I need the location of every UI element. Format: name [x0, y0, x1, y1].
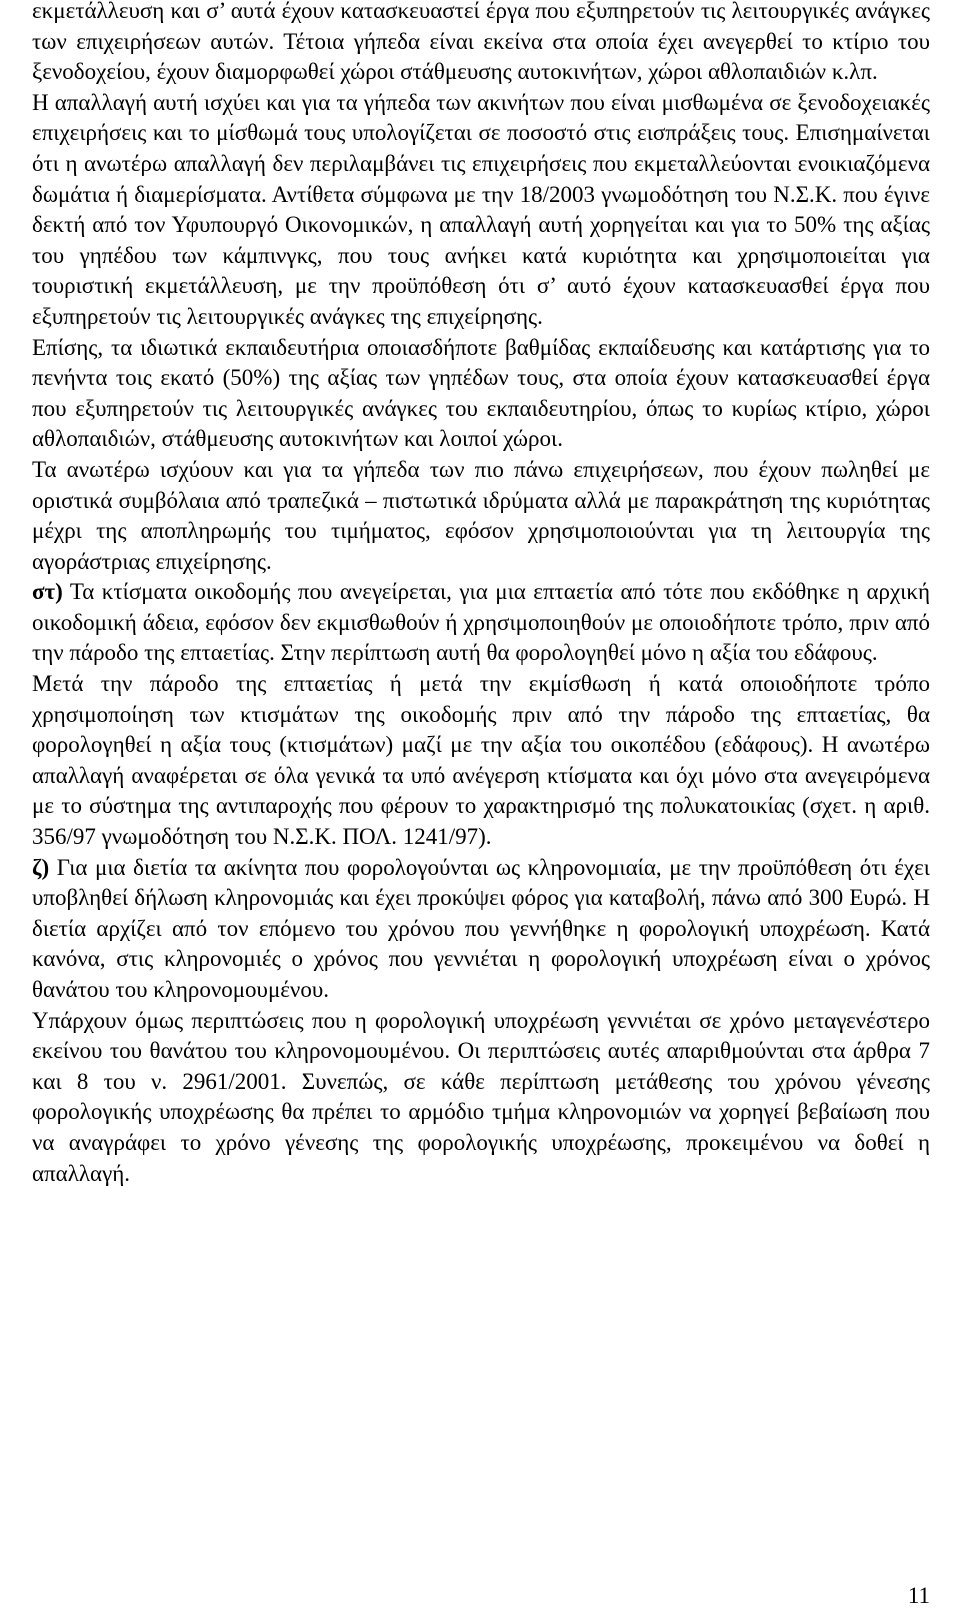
paragraph: [32, 0, 930, 88]
paragraph: [32, 577, 930, 669]
paragraph-text: Η απαλλαγή αυτή ισχύει και για τα γήπεδα των ακινήτων που είναι μισθωμένα σε ξενοδοχειακές επιχειρήσεις και το μίσθωμά τους υπολογίζεται σε ποσοστό στις εισπράξεις τους. Επισημαίνεται ότι η ανωτέρω απαλλαγή δεν περιλαμβάνει τις επιχειρήσεις που εκμεταλλεύονται ενοικιαζόμενα δωμάτια ή διαμερίσματα. Αντίθετα σύμφωνα με την 18/2003 γνωμοδότηση του Ν.Σ.Κ. που έγινε δεκτή από τον Υφυπουργό Οικονομικών, η απαλλαγή αυτή χορηγείται και για το 50% της αξίας του γηπέδου των κάμπινγκς, που τους ανήκει κατά κυριότητα και χρησιμοποιείται για τουριστική εκμετάλλευση, με την προϋπόθεση ότι σ’ αυτό έχουν κατασκευασθεί έργα που εξυπηρετούν τις λειτουργικές ανάγκες της επιχείρησης.: [32, 89, 930, 329]
paragraph: [32, 333, 930, 455]
paragraph: [32, 88, 930, 333]
paragraph-text: Επίσης, τα ιδιωτικά εκπαιδευτήρια οποιασδήποτε βαθμίδας εκπαίδευσης και κατάρτισης για το πενήντα τοις εκατό (50%) της αξίας των γηπέδων τους, στα οποία έχουν κατασκευασθεί έργα που εξυπηρετούν τις λειτουργικές ανάγκες του εκπαιδευτηρίου, όπως το κυρίως κτίριο, χώροι αθλοπαιδιών, στάθμευσης αυτοκινήτων και λοιποί χώροι.: [32, 334, 930, 452]
paragraph: [32, 853, 930, 1006]
paragraph-text: εκμετάλλευση και σ’ αυτά έχουν κατασκευαστεί έργα που εξυπηρετούν τις λειτουργικές ανάγκες των επιχειρήσεων αυτών. Τέτοια γήπεδα είναι εκείνα στα οποία έχει ανεγερθεί το κτίριο του ξενοδοχείου, έχουν διαμορφωθεί χώροι στάθμευσης αυτοκινήτων, χώροι αθλοπαιδιών κ.λπ.: [32, 0, 930, 85]
paragraph-text: Τα ανωτέρω ισχύουν και για τα γήπεδα των πιο πάνω επιχειρήσεων, που έχουν πωληθεί με οριστικά συμβόλαια από τραπεζικά – πιστωτικά ιδρύματα αλλά με παρακράτηση της κυριότητας μέχρι της αποπληρωμής του τιμήματος, εφόσον χρησιμοποιούνται για τη λειτουργία της αγοράστριας επιχείρησης.: [32, 456, 930, 574]
section-marker-z: ζ): [32, 854, 50, 880]
paragraph-text: Υπάρχουν όμως περιπτώσεις που η φορολογική υποχρέωση γεννιέται σε χρόνο μεταγενέστερο εκείνου του θανάτου του κληρονομουμένου. Οι περιπτώσεις αυτές απαριθμούνται στα άρθρα 7 και 8 του ν. 2961/2001. Συνεπώς, σε κάθε περίπτωση μετάθεσης του χρόνου γένεσης φορολογικής υποχρέωσης θα πρέπει το αρμόδιο τμήμα κληρονομιών να χορηγεί βεβαίωση που να αναγράφει το χρόνο γένεσης της φορολογικής υποχρέωσης, προκειμένου να δοθεί η απαλλαγή.: [32, 1007, 930, 1186]
paragraph-text: Για μια διετία τα ακίνητα που φορολογούνται ως κληρονομιαία, με την προϋπόθεση ότι έχει υποβληθεί δήλωση κληρονομιάς και έχει προκύψει φόρος για καταβολή, πάνω από 300 Ευρώ. Η διετία αρχίζει από τον επόμενο του χρόνου που γεννήθηκε η φορολογική υποχρέωση. Κατά κανόνα, στις κληρονομιές ο χρόνος που γεννιέται η φορολογική υποχρέωση είναι ο χρόνος θανάτου του κληρονομουμένου.: [32, 854, 930, 1002]
document-body: [32, 0, 930, 1189]
paragraph-text: Τα κτίσματα οικοδομής που ανεγείρεται, για μια επταετία από τότε που εκδόθηκε η αρχική οικοδομική άδεια, εφόσον δεν εκμισθωθούν ή χρησιμοποιηθούν με οποιοδήποτε τρόπο, πριν από την πάροδο της επταετίας. Στην περίπτωση αυτή θα φορολογηθεί μόνο η αξία του εδάφους.: [32, 579, 930, 666]
paragraph: [32, 669, 930, 853]
section-marker-st: στ): [32, 579, 63, 605]
paragraph: [32, 455, 930, 577]
paragraph-text: Μετά την πάροδο της επταετίας ή μετά την εκμίσθωση ή κατά οποιοδήποτε τρόπο χρησιμοποίηση των κτισμάτων της οικοδομής πριν από την πάροδο της επταετίας, θα φορολογηθεί η αξία τους (κτισμάτων) μαζί με την αξία του οικοπέδου (εδάφους). Η ανωτέρω απαλλαγή αναφέρεται σε όλα γενικά τα υπό ανέγερση κτίσματα και όχι μόνο στα ανεγειρόμενα με το σύστημα της αντιπαροχής που φέρουν το χαρακτηρισμό της πολυκατοικίας (σχετ. η αριθ. 356/97 γνωμοδότηση του Ν.Σ.Κ. ΠΟΛ. 1241/97).: [32, 671, 930, 850]
page-number: 11: [907, 1583, 930, 1608]
paragraph: [32, 1006, 930, 1190]
